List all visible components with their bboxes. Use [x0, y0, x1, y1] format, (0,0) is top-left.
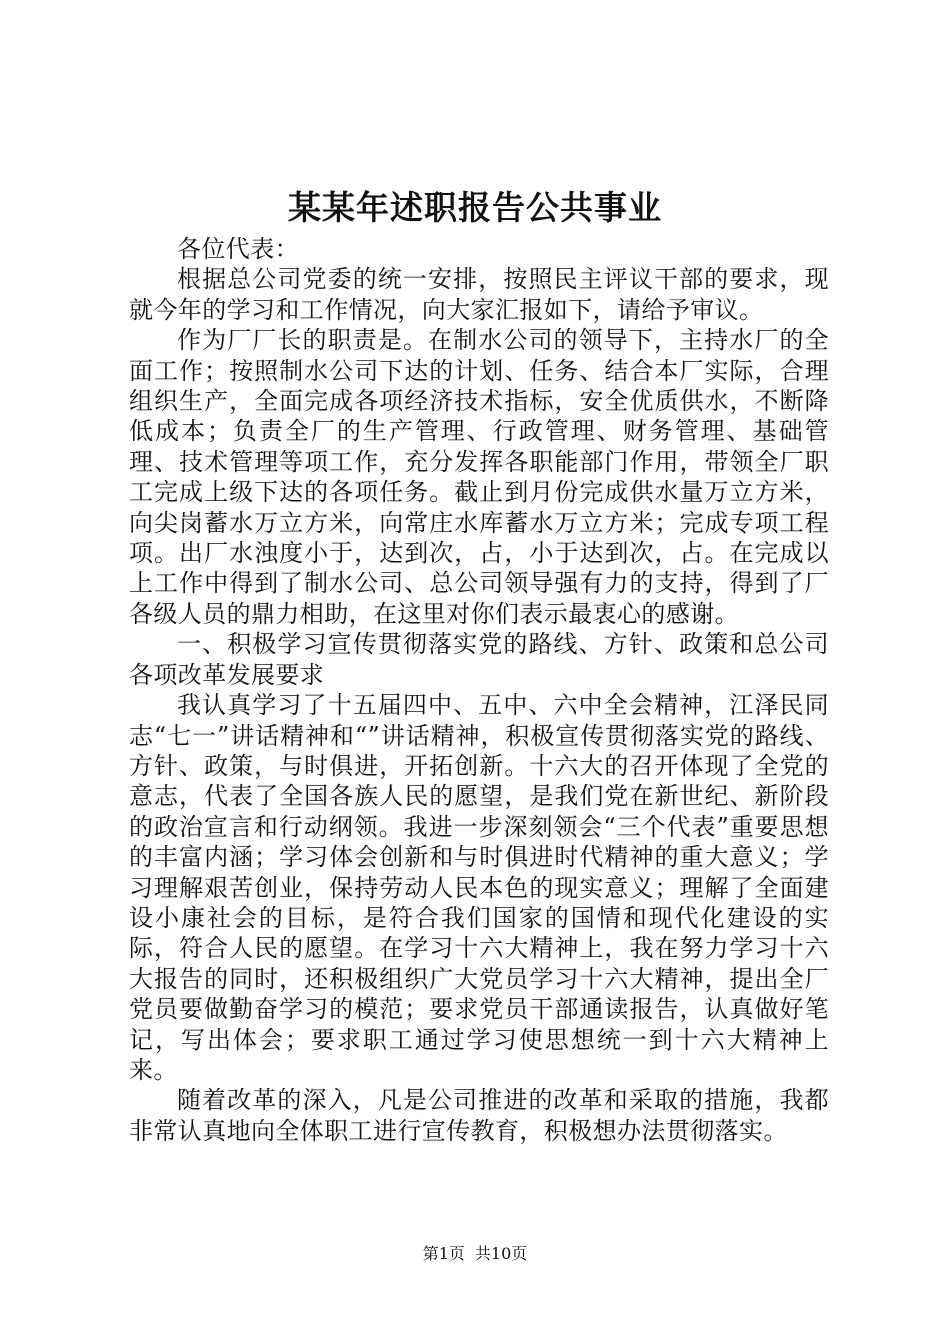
- document-body: [129, 234, 829, 1146]
- intro-paragraph: 根据总公司党委的统一安排，按照民主评议干部的要求，现就今年的学习和工作情况，向大家汇报如下，请给予审议。: [129, 265, 829, 324]
- reform-paragraph: 随着改革的深入，凡是公司推进的改革和采取的措施，我都非常认真地向全体职工进行宣传教育，积极想办法贯彻落实。: [129, 1086, 829, 1145]
- page-number: 第1页: [422, 1244, 465, 1263]
- document-title: 某某年述职报告公共事业: [288, 188, 662, 227]
- study-paragraph: 我认真学习了十五届四中、五中、六中全会精神，江泽民同志“七一”讲话精神和“”讲话精神，积极宣传贯彻落实党的路线、方针、政策，与时俱进，开拓创新。十六大的召开体现了全党的意志，代表了全国各族人民的愿望，是我们党在新世纪、新阶段的政治宣言和行动纲领。我进一步深刻领会“三个代表”重要思想的丰富内涵；学习体会创新和与时俱进时代精神的重大意义；学习理解艰苦创业，保持劳动人民本色的现实意义；理解了全面建设小康社会的目标，是符合我们国家的国情和现代化建设的实际，符合人民的愿望。在学习十六大精神上，我在努力学习十六大报告的同时，还积极组织广大党员学习十六大精神，提出全厂党员要做勤奋学习的模范；要求党员干部通读报告，认真做好笔记，写出体会；要求职工通过学习使思想统一到十六大精神上来。: [129, 691, 829, 1084]
- page-total: 共10页: [474, 1244, 528, 1263]
- page-footer: [0, 1243, 950, 1265]
- section-heading-1: 一、积极学习宣传贯彻落实党的路线、方针、政策和总公司各项改革发展要求: [129, 630, 829, 689]
- salutation-paragraph: 各位代表：: [177, 235, 299, 263]
- duties-paragraph: 作为厂厂长的职责是。在制水公司的领导下，主持水厂的全面工作；按照制水公司下达的计划、任务、结合本厂实际，合理组织生产，全面完成各项经济技术指标，安全优质供水，不断降低成本；负责全厂的生产管理、行政管理、财务管理、基础管理、技术管理等项工作，充分发挥各职能部门作用，带领全厂职工完成上级下达的各项任务。截止到月份完成供水量万立方米，向尖岗蓄水万立方米，向常庄水库蓄水万立方米；完成专项工程项。出厂水浊度小于，达到次，占，小于达到次，占。在完成以上工作中得到了制水公司、总公司领导强有力的支持，得到了厂各级人员的鼎力相助，在这里对你们表示最衷心的感谢。: [129, 326, 829, 628]
